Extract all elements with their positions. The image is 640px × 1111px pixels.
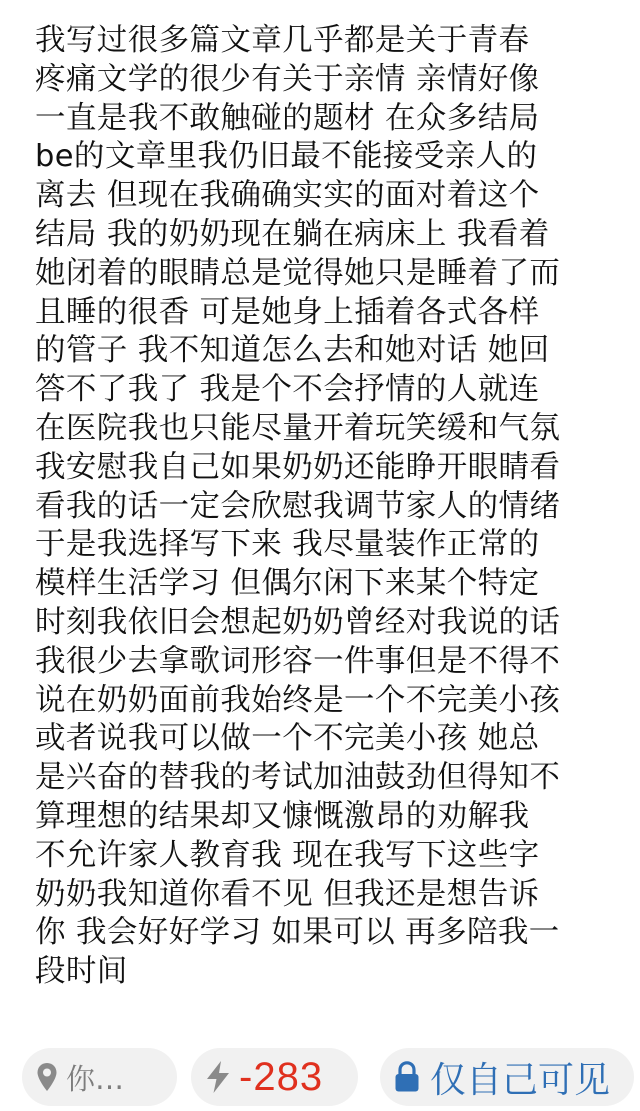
post-line: 一直是我不敢触碰的题材 在众多结局 <box>35 100 540 136</box>
post-line: 我很少去拿歌词形容一件事但是不得不 <box>35 643 561 679</box>
post-line: 模样生活学习 但偶尔闲下来某个特定 <box>35 566 540 602</box>
post-line: 段时间 <box>35 954 128 990</box>
visibility-label: 仅自己可见 <box>430 1059 611 1101</box>
visibility-button[interactable] <box>380 1048 634 1106</box>
post-line: 你 我会好好学习 如果可以 再多陪我一 <box>35 915 560 951</box>
energy-value: -283 <box>239 1054 324 1099</box>
post-line: be的文章里我仍旧最不能接受亲人的 <box>35 139 538 175</box>
post-line: 看我的话一定会欣慰我调节家人的情绪 <box>35 488 561 524</box>
post-line: 是兴奋的替我的考试加油鼓劲但得知不 <box>35 760 561 796</box>
location-button[interactable] <box>22 1048 177 1106</box>
lock-icon <box>394 1061 420 1093</box>
post-line: 答不了我了 我是个不会抒情的人就连 <box>35 372 540 408</box>
lightning-bolt-icon <box>205 1060 231 1094</box>
post-line: 在医院我也只能尽量开着玩笑缓和气氛 <box>35 410 561 446</box>
post-line: 说在奶奶面前我始终是一个不完美小孩 <box>35 682 561 718</box>
post-line: 于是我选择写下来 我尽量装作正常的 <box>35 527 540 563</box>
post-line: 她闭着的眼睛总是觉得她只是睡着了而 <box>35 255 561 291</box>
location-label: 你… <box>66 1061 125 1096</box>
post-line: 不允许家人教育我 现在我写下这些字 <box>35 837 540 873</box>
post-line: 的管子 我不知道怎么去和她对话 她回 <box>35 333 550 369</box>
post-body <box>0 22 640 1018</box>
post-line: 算理想的结果却又慷慨激昂的劝解我 <box>35 798 530 834</box>
location-pin-icon <box>36 1062 58 1092</box>
post-line: 我安慰我自己如果奶奶还能睁开眼睛看 <box>35 449 561 485</box>
post-toolbar <box>0 1040 640 1111</box>
post-line: 奶奶我知道你看不见 但我还是想告诉 <box>35 876 540 912</box>
post-line: 且睡的很香 可是她身上插着各式各样 <box>35 294 540 330</box>
post-line: 我写过很多篇文章几乎都是关于青春 <box>35 23 530 58</box>
post-line: 疼痛文学的很少有关于亲情 亲情好像 <box>35 61 540 97</box>
energy-button[interactable] <box>191 1048 358 1106</box>
post-line: 结局 我的奶奶现在躺在病床上 我看着 <box>35 216 550 252</box>
post-line: 离去 但现在我确确实实的面对着这个 <box>35 178 540 214</box>
post-line: 时刻我依旧会想起奶奶曾经对我说的话 <box>35 604 561 640</box>
post-line: 或者说我可以做一个不完美小孩 她总 <box>35 721 540 757</box>
